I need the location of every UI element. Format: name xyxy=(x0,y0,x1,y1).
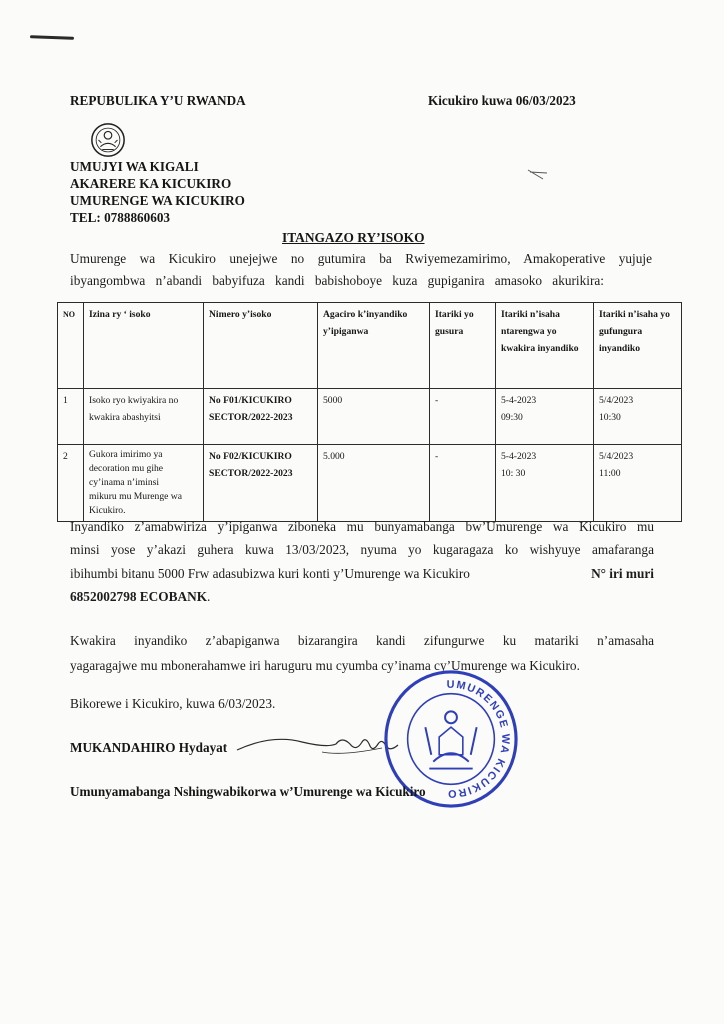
country-heading: REPUBULIKA Y’U RWANDA xyxy=(70,93,246,108)
name-line: Kicukiro. xyxy=(89,505,126,516)
telephone-line: TEL: 0788860603 xyxy=(70,210,171,225)
stamp-ring-text: UMURENGE WA KICUKIRO xyxy=(446,678,512,800)
place-date: Kicukiro kuwa 06/03/2023 xyxy=(428,93,576,108)
opening-time: 11:00 xyxy=(599,468,621,479)
col-header-no: NO xyxy=(58,303,84,389)
deadline-time: 09:30 xyxy=(501,412,523,423)
cell-name xyxy=(84,445,204,522)
deadline-time: 10: 30 xyxy=(501,468,526,479)
name-line: mikuru mu Murenge wa xyxy=(89,491,182,502)
paragraph-2-line-1: Kwakira inyandiko z’abapiganwa bizarangira kandi zifungurwe ku matariki n’amasaha xyxy=(70,633,654,648)
name-line: decoration mu gihe xyxy=(89,463,164,474)
deadline-date: 5-4-2023 xyxy=(501,395,537,406)
account-number: 6852002798 ECOBANK xyxy=(70,589,208,604)
col-header-deadline: Itariki n’isaha ntarengwa yo kwakira inyandiko xyxy=(496,303,594,389)
number-suffix: SECTOR/2022-2023 xyxy=(209,412,293,423)
cell-opening xyxy=(594,389,682,445)
letterhead xyxy=(70,158,245,226)
paragraph-1-line-3-text: ibihumbi bitanu 5000 Frw adasubizwa kuri konti y’Umurenge wa Kicukiro xyxy=(70,566,470,581)
district-line: AKARERE KA KICUKIRO xyxy=(70,176,232,191)
cell-value: 5000 xyxy=(318,389,430,445)
signatory-name: MUKANDAHIRO Hydayat xyxy=(70,740,228,755)
paragraph-2-line-2: yagaragajwe mu mbonerahamwe iri haruguru mu cyumba cy’inama cy’Umurenge wa Kicukiro. xyxy=(70,658,580,673)
intro-line-2: ibyangombwa n’abandi babyifuza kandi babishoboye kuza gupiganira amasoko akurikira: xyxy=(70,273,604,288)
cell-no: 1 xyxy=(58,389,84,445)
paragraph-1-line-1: Inyandiko z’amabwiriza y’ipiganwa ziboneka mu bunyamabanga bw’Umurenge wa Kicukiro mu xyxy=(70,519,654,534)
city-line: UMUJYI WA KIGALI xyxy=(70,159,199,174)
signatory-role: Umunyamabanga Nshingwabikorwa w’Umurenge wa Kicukiro xyxy=(70,784,426,799)
paragraph-1-line-2: minsi yose y’akazi guhera kuwa 13/03/2023, nyuma yo kugaragaza ko wishyuye amafaranga xyxy=(70,542,654,557)
col-header-visit: Itariki yo gusura xyxy=(430,303,496,389)
deadline-date: 5-4-2023 xyxy=(501,451,537,462)
closing-line: Bikorewe i Kicukiro, kuwa 6/03/2023. xyxy=(70,696,276,711)
table-row xyxy=(58,389,682,445)
cell-visit: - xyxy=(430,389,496,445)
name-line: cy’inama n’iminsi xyxy=(89,477,160,488)
paragraph-1-line-4 xyxy=(70,586,210,608)
number-prefix: No F02/KICUKIRO xyxy=(209,451,292,462)
opening-time: 10:30 xyxy=(599,412,621,423)
pen-mark xyxy=(30,35,74,40)
col-header-opening: Itariki n’isaha yo gufungura inyandiko xyxy=(594,303,682,389)
name-line: Gukora imirimo ya xyxy=(89,449,163,460)
cell-visit: - xyxy=(430,445,496,522)
cell-number xyxy=(204,389,318,445)
cell-deadline xyxy=(496,389,594,445)
number-suffix: SECTOR/2022-2023 xyxy=(209,468,293,479)
table-header-row xyxy=(58,303,682,389)
table-row xyxy=(58,445,682,522)
cell-value: 5.000 xyxy=(318,445,430,522)
cell-name: Isoko ryo kwiyakira no kwakira abashyitsi xyxy=(84,389,204,445)
opening-date: 5/4/2023 xyxy=(599,451,634,462)
cell-opening xyxy=(594,445,682,522)
cell-deadline xyxy=(496,445,594,522)
cell-number xyxy=(204,445,318,522)
rwanda-emblem-icon xyxy=(89,121,127,159)
opening-date: 5/4/2023 xyxy=(599,395,634,406)
paragraph-1-period: . xyxy=(207,589,211,604)
number-prefix: No F01/KICUKIRO xyxy=(209,395,292,406)
tender-table xyxy=(57,302,682,522)
pen-tick-mark xyxy=(527,169,553,191)
sector-line: UMURENGE WA KICUKIRO xyxy=(70,193,245,208)
account-label: N° iri muri xyxy=(591,566,654,581)
intro-line-1: Umurenge wa Kicukiro unejejwe no gutumira ba Rwiyemezamirimo, Amakoperative yujuje xyxy=(70,251,652,266)
col-header-number: Nimero y’isoko xyxy=(204,303,318,389)
cell-no: 2 xyxy=(58,445,84,522)
paragraph-1-line-3 xyxy=(70,563,654,585)
col-header-value: Agaciro k’inyandiko y’ipiganwa xyxy=(318,303,430,389)
document-title: ITANGAZO RY’ISOKO xyxy=(282,230,425,245)
col-header-name: Izina ry ‘ isoko xyxy=(84,303,204,389)
